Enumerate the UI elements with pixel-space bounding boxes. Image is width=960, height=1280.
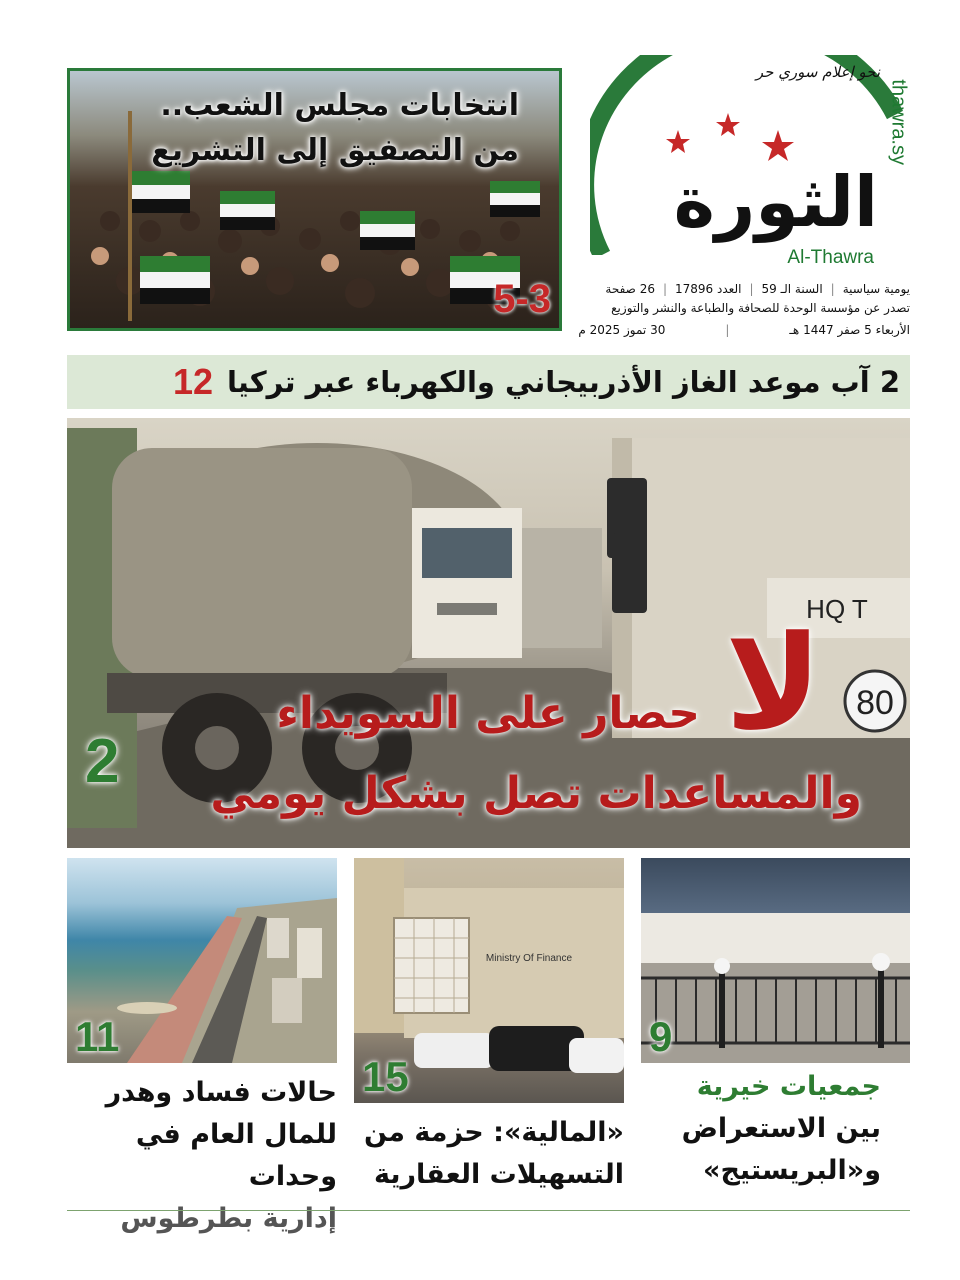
red-star-icon bbox=[666, 130, 690, 153]
date-hijri: الأربعاء 5 صفر 1447 هـ bbox=[789, 323, 910, 337]
main-story-page-ref: 2 bbox=[85, 727, 120, 796]
elections-headline-line1: انتخابات مجلس الشعب.. bbox=[160, 88, 519, 123]
social-title-line3: و«البريستيج» bbox=[703, 1154, 881, 1186]
paper-year: السنة الـ 59 bbox=[761, 282, 823, 296]
main-headline-line2: والمساعدات تصل بشكل يومي bbox=[210, 768, 862, 819]
paper-type: يومية سياسية bbox=[842, 282, 910, 296]
ministry-gate-graphic bbox=[641, 858, 910, 1063]
social-title-line2: بين الاستعراض bbox=[681, 1112, 881, 1144]
tartus-story-title[interactable] bbox=[67, 1072, 337, 1239]
main-headline-line1: حصار على السويداء bbox=[276, 688, 700, 739]
red-star-icon bbox=[716, 113, 740, 136]
ministry-sign: Ministry Of Finance bbox=[485, 953, 573, 964]
tagline: نحو إعلام سوري حر bbox=[755, 63, 880, 81]
gas-page-ref: 12 bbox=[172, 361, 213, 402]
issue-meta: يومية سياسية|السنة الـ 59|العدد 17896|26 صفحة bbox=[605, 282, 910, 296]
gas-headline: 2 آب موعد الغاز الأذربيجاني والكهرباء عبر تركيا bbox=[227, 365, 900, 399]
social-affairs-story-photo[interactable] bbox=[641, 858, 910, 1063]
finance-title-line1: «المالية»: حزمة من bbox=[363, 1117, 624, 1148]
publisher-line: تصدر عن مؤسسة الوحدة للصحافة والطباعة والنشر والتوزيع bbox=[611, 301, 910, 315]
gas-headline-banner[interactable] bbox=[67, 355, 910, 409]
red-star-icon bbox=[762, 130, 794, 161]
bottom-divider bbox=[67, 1210, 910, 1211]
main-headline-no: لا bbox=[725, 607, 822, 759]
social-title-line1: جمعيات خيرية bbox=[696, 1071, 881, 1102]
finance-title-line2: التسهيلات العقارية bbox=[373, 1158, 624, 1190]
finance-page-ref: 15 bbox=[362, 1053, 409, 1100]
tartus-title-line2: للمال العام في وحدات bbox=[135, 1118, 337, 1192]
elections-story-photo[interactable] bbox=[67, 68, 562, 331]
date-gregorian: 30 تموز 2025 م bbox=[578, 323, 666, 337]
website-url: thawra.sy bbox=[888, 79, 910, 165]
social-affairs-story-title[interactable] bbox=[641, 1066, 881, 1192]
date-line: الأربعاء 5 صفر 1447 هـ|30 تموز 2025 م bbox=[578, 323, 910, 337]
elections-headline bbox=[151, 83, 519, 173]
tartus-story-photo[interactable] bbox=[67, 858, 337, 1063]
truck-sign: HQ T bbox=[806, 594, 868, 624]
issue-number: العدد 17896 bbox=[675, 282, 742, 296]
page-count: 26 صفحة bbox=[605, 282, 655, 296]
social-page-ref: 9 bbox=[649, 1013, 673, 1060]
logo-wordmark: الثورة bbox=[673, 161, 878, 243]
logo-latin: Al-Thawra bbox=[787, 247, 874, 268]
elections-page-ref: 5-3 bbox=[493, 277, 551, 321]
tartus-title-line1: حالات فساد وهدر bbox=[105, 1077, 337, 1108]
finance-story-title[interactable] bbox=[354, 1112, 624, 1196]
speed-sign: 80 bbox=[856, 684, 894, 722]
tartus-page-ref: 11 bbox=[75, 1013, 120, 1060]
tartus-title-line3: إدارية بطرطوس bbox=[120, 1202, 337, 1234]
trucks-main-photo[interactable] bbox=[67, 418, 910, 848]
elections-headline-line2: من التصفيق إلى التشريع bbox=[151, 133, 519, 168]
masthead bbox=[578, 55, 910, 337]
finance-story-photo[interactable] bbox=[354, 858, 624, 1103]
